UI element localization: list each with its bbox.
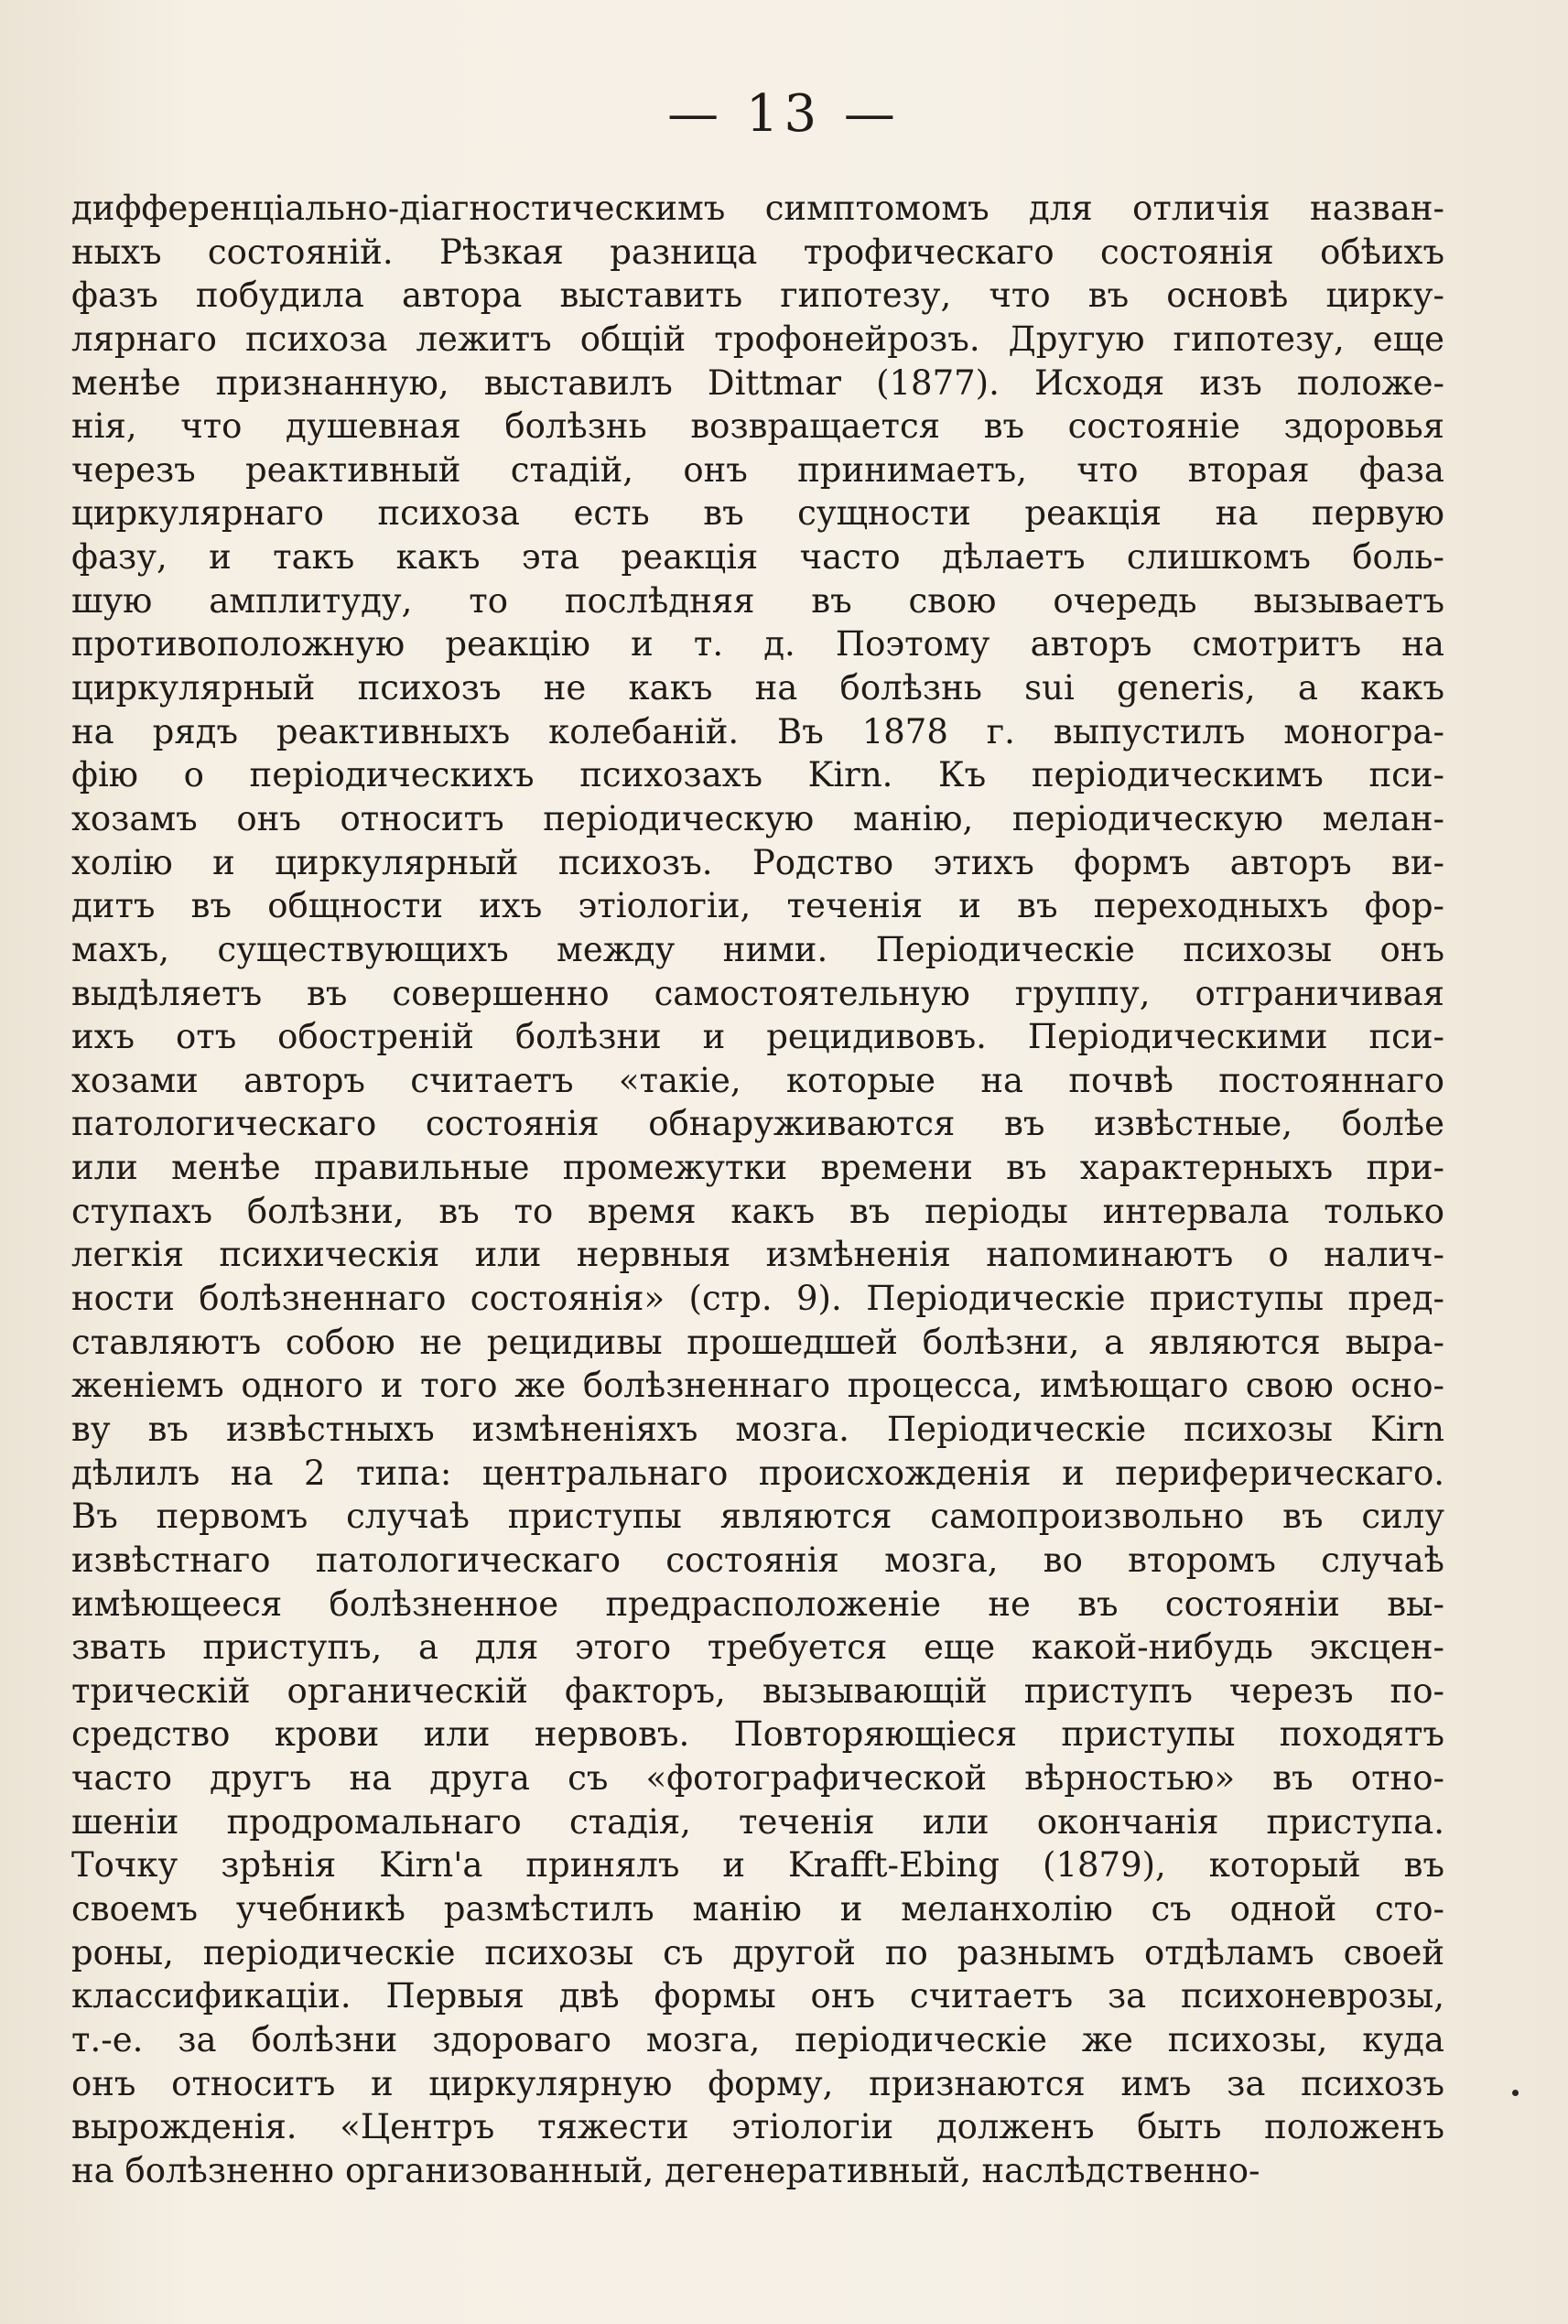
body-text (71, 187, 1444, 2192)
text-line: имѣющееся болѣзненное предрасположеніе не въ состояніи вы- (71, 1584, 1444, 1624)
text-line: дифференціально-діагностическимъ симптомомъ для отличія назван- (71, 189, 1444, 228)
text-line: дѣлилъ на 2 типа: центральнаго происхожденія и периферическаго. (71, 1453, 1444, 1493)
text-line: фазъ побудила автора выставить гипотезу, что въ основѣ цирку- (71, 276, 1444, 316)
text-line: ихъ отъ обостреній болѣзни и рецидивовъ. Періодическими пси- (71, 1017, 1444, 1057)
text-line: менѣе признанную, выставилъ Dittmar (1877). Исходя изъ положе- (71, 362, 1444, 403)
text-line: махъ, существующихъ между ними. Періодическіе психозы онъ (71, 929, 1444, 969)
text-line: холію и циркулярный психозъ. Родство этихъ формъ авторъ ви- (71, 842, 1444, 882)
text-line: нія, что душевная болѣзнь возвращается въ состояніе здоровья (71, 406, 1444, 447)
text-line: циркулярнаго психоза есть въ сущности реакція на первую (71, 493, 1444, 534)
text-line: ныхъ состояній. Рѣзкая разница трофическаго состоянія обѣихъ (71, 232, 1444, 272)
text-line: фазу, и такъ какъ эта реакція часто дѣлаетъ слишкомъ боль- (71, 537, 1444, 578)
text-line: хозамъ онъ относитъ періодическую манію, періодическую мелан- (71, 798, 1444, 838)
text-line: лярнаго психоза лежитъ общій трофонейрозъ. Другую гипотезу, еще (71, 319, 1444, 359)
page-number: — 13 — (667, 84, 901, 144)
text-line: онъ относитъ и циркулярную форму, признаются имъ за психозъ (71, 2063, 1444, 2103)
text-line: шую амплитуду, то послѣдняя въ свою очередь вызываетъ (71, 580, 1444, 621)
text-line: вырожденія. «Центръ тяжести этіологіи долженъ быть положенъ (71, 2107, 1444, 2147)
text-line: хозами авторъ считаетъ «такіе, которые на почвѣ постояннаго (71, 1060, 1444, 1100)
text-line: женіемъ одного и того же болѣзненнаго процесса, имѣющаго свою осно- (71, 1366, 1444, 1406)
text-line: ставляютъ собою не рецидивы прошедшей болѣзни, а являются выра- (71, 1322, 1444, 1362)
text-line: Въ первомъ случаѣ приступы являются самопроизвольно въ силу (71, 1497, 1444, 1537)
text-line: извѣстнаго патологическаго состоянія мозга, во второмъ случаѣ (71, 1540, 1444, 1580)
text-line: на рядъ реактивныхъ колебаній. Въ 1878 г. выпустилъ моногра- (71, 711, 1444, 751)
text-line: часто другъ на друга съ «фотографической вѣрностью» въ отно- (71, 1758, 1444, 1799)
text-line: т.-е. за болѣзни здороваго мозга, періодическіе же психозы, куда (71, 2019, 1444, 2059)
text-line: шеніи продромальнаго стадія, теченія или окончанія приступа. (71, 1801, 1444, 1842)
text-line: или менѣе правильные промежутки времени въ характерныхъ при- (71, 1148, 1444, 1188)
text-line: ву въ извѣстныхъ измѣненіяхъ мозга. Періодическіе психозы Kirn (71, 1409, 1444, 1449)
text-line: ступахъ болѣзни, въ то время какъ въ періоды интервала только (71, 1191, 1444, 1231)
text-line: легкія психическія или нервныя измѣненія напоминаютъ о налич- (71, 1235, 1444, 1275)
text-line: Точку зрѣнія Kirn'а принялъ и Krafft-Ebing (1879), который въ (71, 1845, 1444, 1886)
text-line: ности болѣзненнаго состоянія» (стр. 9). Періодическіе приступы пред- (71, 1279, 1444, 1319)
text-line: патологическаго состоянія обнаруживаются въ извѣстные, болѣе (71, 1104, 1444, 1144)
text-line: классификаціи. Первыя двѣ формы онъ считаетъ за психоневрозы, (71, 1976, 1444, 2016)
text-line: средство крови или нервовъ. Повторяющіеся приступы походятъ (71, 1714, 1444, 1755)
text-line: фію о періодическихъ психозахъ Kirn. Къ періодическимъ пси- (71, 755, 1444, 795)
ink-speck (1512, 2090, 1519, 2096)
text-line: на болѣзненно организованный, дегенеративный, наслѣдственно- (71, 2150, 1260, 2190)
text-line: циркулярный психозъ не какъ на болѣзнь sui generis, а какъ (71, 668, 1444, 708)
text-line: трическій органическій факторъ, вызывающій приступъ черезъ по- (71, 1670, 1444, 1711)
text-line: звать приступъ, а для этого требуется еще какой-нибудь эксцен- (71, 1627, 1444, 1668)
text-line: роны, періодическіе психозы съ другой по разнымъ отдѣламъ своей (71, 1932, 1444, 1973)
text-line: дитъ въ общности ихъ этіологіи, теченія и въ переходныхъ фор- (71, 886, 1444, 926)
text-line: черезъ реактивный стадій, онъ принимаетъ, что вторая фаза (71, 449, 1444, 490)
text-line: противоположную реакцію и т. д. Поэтому авторъ смотритъ на (71, 624, 1444, 665)
text-line: выдѣляетъ въ совершенно самостоятельную группу, отграничивая (71, 973, 1444, 1013)
text-line: своемъ учебникѣ размѣстилъ манію и меланхолію съ одной сто- (71, 1888, 1444, 1929)
